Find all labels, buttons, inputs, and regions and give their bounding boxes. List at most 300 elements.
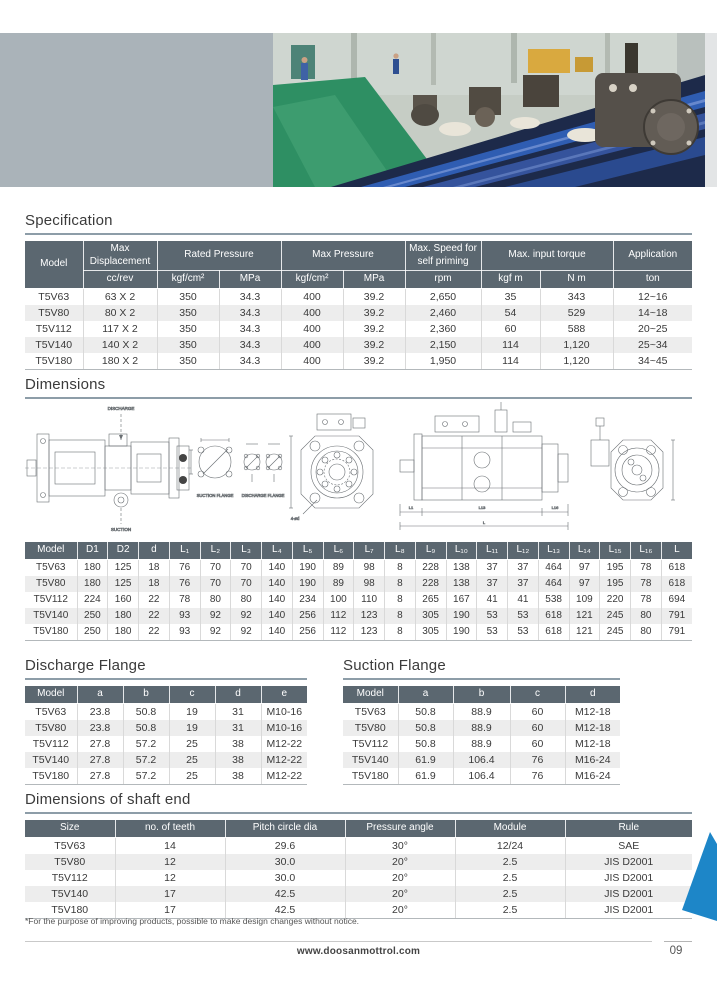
- label-discharge-flange: DISCHARGE FLANGE: [241, 493, 285, 498]
- table-cell: 190: [446, 608, 477, 624]
- table-cell: SAE: [565, 837, 692, 854]
- table-row: [25, 592, 692, 608]
- label-suction: SUCTION: [110, 527, 132, 532]
- table-row: [25, 321, 692, 337]
- table-cell: 60: [510, 720, 565, 736]
- technical-drawings: [25, 400, 692, 538]
- table-cell: 694: [661, 592, 692, 608]
- table-cell: 245: [600, 624, 631, 641]
- table-cell: T5V63: [354, 705, 386, 718]
- footer-rule: [25, 941, 652, 942]
- page-number-rule: [664, 941, 692, 942]
- table-cell: 39.2: [343, 288, 405, 305]
- table-row: [343, 768, 620, 785]
- column-header: Rated Pressure: [157, 241, 281, 271]
- table-cell: 2.5: [455, 902, 565, 919]
- table-cell: 63 X 2: [83, 288, 157, 305]
- column-header: kgf/cm²: [157, 271, 219, 289]
- table-cell: 34.3: [219, 305, 281, 321]
- column-header: Max Displacement: [83, 241, 157, 271]
- table-cell: 121: [569, 608, 600, 624]
- table-row: [25, 576, 692, 592]
- header-row: [25, 542, 692, 560]
- header-row: [25, 686, 307, 704]
- section-rule: [25, 812, 692, 814]
- factory-photo: [273, 33, 705, 187]
- table-cell: 190: [292, 576, 323, 592]
- table-cell: JIS D2001: [565, 870, 692, 886]
- column-header: L₁₆: [631, 542, 662, 560]
- table-cell: 138: [446, 559, 477, 576]
- table-cell: 123: [354, 608, 385, 624]
- table-cell: 256: [292, 624, 323, 641]
- table-cell: 57.2: [123, 768, 169, 785]
- table-cell: M16-24: [565, 752, 620, 768]
- table-cell: 22: [139, 592, 170, 608]
- table-cell: 1,120: [540, 337, 613, 353]
- table-cell: 60: [481, 321, 540, 337]
- column-header: a: [398, 686, 453, 704]
- table-cell: 618: [661, 559, 692, 576]
- suction-flange-section: [343, 657, 620, 785]
- table-cell: 19: [169, 720, 215, 736]
- table-cell: 305: [415, 624, 446, 641]
- column-header: D1: [77, 542, 108, 560]
- column-header: L₂: [200, 542, 231, 560]
- table-cell: T5V140: [25, 608, 77, 624]
- table-cell: T5V112: [35, 322, 72, 335]
- table-cell: T5V63: [38, 290, 70, 303]
- table-cell: 167: [446, 592, 477, 608]
- table-cell: 22: [139, 624, 170, 641]
- table-cell: T5V80: [25, 576, 77, 592]
- table-cell: 53: [508, 624, 539, 641]
- table-row: [25, 353, 692, 370]
- table-cell: M12-22: [261, 768, 307, 785]
- table-row: [25, 870, 692, 886]
- table-cell: 39.2: [343, 321, 405, 337]
- table-cell: 92: [200, 608, 231, 624]
- column-header: Model: [25, 241, 83, 289]
- table-cell: 57.2: [123, 736, 169, 752]
- table-cell: 34.3: [219, 353, 281, 370]
- table-row: [25, 736, 307, 752]
- table-cell: T5V140: [25, 337, 83, 353]
- column-header: Pitch circle dia: [225, 820, 345, 838]
- table-cell: 190: [446, 624, 477, 641]
- table-cell: 60: [510, 703, 565, 720]
- table-cell: 195: [600, 576, 631, 592]
- table-cell: M12-22: [261, 736, 307, 752]
- table-cell: 50.8: [123, 720, 169, 736]
- dimensions-table-wrap: [25, 541, 692, 641]
- table-cell: 140: [262, 576, 293, 592]
- column-header: L₁: [169, 542, 200, 560]
- table-cell: 34.3: [219, 288, 281, 305]
- table-cell: 228: [415, 559, 446, 576]
- column-header: Application: [613, 241, 692, 271]
- table-cell: 27.8: [77, 752, 123, 768]
- header-row: [25, 271, 692, 289]
- table-cell: 37: [508, 576, 539, 592]
- table-cell: M12-18: [565, 736, 620, 752]
- table-cell: 92: [231, 624, 262, 641]
- table-row: [25, 559, 692, 576]
- table-cell: 234: [292, 592, 323, 608]
- table-cell: 14~18: [613, 305, 692, 321]
- table-cell: 76: [169, 576, 200, 592]
- table-cell: 250: [77, 624, 108, 641]
- table-cell: 31: [215, 720, 261, 736]
- top-banner: [0, 33, 717, 187]
- section-rule: [343, 678, 620, 680]
- column-header: b: [453, 686, 510, 704]
- table-cell: 70: [231, 559, 262, 576]
- section-title-specification: Specification: [25, 212, 113, 229]
- table-cell: T5V112: [33, 594, 68, 605]
- table-cell: 93: [169, 608, 200, 624]
- table-cell: 350: [157, 321, 219, 337]
- table-cell: M12-18: [565, 720, 620, 736]
- table-cell: 53: [477, 608, 508, 624]
- dimensions-section: [25, 376, 692, 399]
- table-cell: T5V180: [25, 624, 77, 641]
- table-cell: M12-22: [261, 752, 307, 768]
- table-cell: T5V63: [36, 562, 66, 573]
- table-row: [25, 720, 307, 736]
- table-cell: 529: [540, 305, 613, 321]
- table-row: [25, 305, 692, 321]
- table-cell: 464: [538, 576, 569, 592]
- table-cell: 180: [77, 559, 108, 576]
- table-cell: T5V140: [25, 886, 115, 902]
- table-cell: 350: [157, 353, 219, 370]
- table-cell: 12: [115, 870, 225, 886]
- table-cell: 18: [139, 576, 170, 592]
- column-header: a: [77, 686, 123, 704]
- dimensions-table: [25, 541, 692, 641]
- table-cell: 80: [200, 592, 231, 608]
- blue-corner-wedge: [677, 830, 717, 925]
- table-cell: 343: [540, 288, 613, 305]
- table-cell: 78: [631, 559, 662, 576]
- table-cell: 88.9: [453, 720, 510, 736]
- label-discharge: DISCHARGE: [107, 406, 135, 411]
- table-cell: 180: [77, 576, 108, 592]
- table-cell: T5V180: [25, 902, 115, 919]
- column-header: L₁₂: [508, 542, 539, 560]
- column-header: cc/rev: [83, 271, 157, 289]
- banner-gray-block: [0, 33, 273, 187]
- table-cell: 76: [169, 559, 200, 576]
- section-rule: [25, 678, 307, 680]
- column-header: L₉: [415, 542, 446, 560]
- table-cell: 265: [415, 592, 446, 608]
- table-cell: 29.6: [225, 837, 345, 854]
- table-cell: 140: [262, 592, 293, 608]
- table-cell: T5V63: [54, 839, 86, 852]
- table-cell: 791: [661, 624, 692, 641]
- table-cell: T5V140: [25, 752, 77, 768]
- shaft-end-section: [25, 791, 692, 919]
- column-header: L₃: [231, 542, 262, 560]
- table-cell: 20~25: [613, 321, 692, 337]
- table-cell: 2,150: [405, 337, 481, 353]
- table-cell: M10-16: [261, 720, 307, 736]
- specification-section: [25, 212, 692, 370]
- table-row: [25, 886, 692, 902]
- table-cell: 2.5: [455, 870, 565, 886]
- table-cell: 98: [354, 559, 385, 576]
- table-cell: T5V112: [32, 737, 69, 750]
- column-header: L: [661, 542, 692, 560]
- table-cell: 121: [569, 624, 600, 641]
- table-cell: 39.2: [343, 353, 405, 370]
- table-cell: 30.0: [225, 854, 345, 870]
- table-cell: 20°: [345, 886, 455, 902]
- table-cell: 25: [169, 768, 215, 785]
- table-cell: 17: [115, 902, 225, 919]
- table-cell: 112: [323, 608, 354, 624]
- table-cell: 92: [200, 624, 231, 641]
- table-cell: 123: [354, 624, 385, 641]
- table-cell: 78: [631, 576, 662, 592]
- column-header: kgf/cm²: [281, 271, 343, 289]
- table-cell: JIS D2001: [565, 886, 692, 902]
- table-cell: 17: [115, 886, 225, 902]
- table-cell: 464: [538, 559, 569, 576]
- table-row: [343, 703, 620, 720]
- table-cell: 112: [323, 624, 354, 641]
- table-cell: 61.9: [398, 752, 453, 768]
- table-cell: 76: [510, 768, 565, 785]
- section-title-shaft-end: Dimensions of shaft end: [25, 791, 191, 808]
- column-header: L₆: [323, 542, 354, 560]
- column-header: ton: [613, 271, 692, 289]
- table-cell: 23.8: [77, 720, 123, 736]
- section-rule: [25, 397, 692, 399]
- table-cell: 78: [631, 592, 662, 608]
- table-cell: 23.8: [77, 703, 123, 720]
- table-cell: 8: [385, 608, 416, 624]
- table-cell: T5V80: [343, 720, 398, 736]
- table-row: [25, 608, 692, 624]
- column-header: c: [510, 686, 565, 704]
- table-cell: T5V140: [343, 752, 398, 768]
- discharge-flange-section: [25, 657, 307, 785]
- table-cell: 12/24: [455, 837, 565, 854]
- table-cell: 42.5: [225, 886, 345, 902]
- section-title-suction-flange: Suction Flange: [343, 657, 446, 674]
- table-cell: 1,950: [405, 353, 481, 370]
- header-row: [25, 820, 692, 838]
- column-header: MPa: [343, 271, 405, 289]
- table-cell: 195: [600, 559, 631, 576]
- suction-flange-table: [343, 685, 620, 785]
- column-header: L₁₄: [569, 542, 600, 560]
- table-cell: T5V180: [25, 768, 77, 785]
- table-cell: 117 X 2: [83, 321, 157, 337]
- table-cell: 140: [262, 624, 293, 641]
- table-cell: 400: [281, 321, 343, 337]
- table-row: [343, 720, 620, 736]
- table-row: [25, 703, 307, 720]
- table-cell: 114: [481, 337, 540, 353]
- column-header: e: [261, 686, 307, 704]
- header-row: [25, 241, 692, 271]
- table-row: [25, 288, 692, 305]
- table-cell: 41: [477, 592, 508, 608]
- table-cell: 70: [231, 576, 262, 592]
- table-cell: 50.8: [398, 736, 453, 752]
- table-cell: JIS D2001: [565, 902, 692, 919]
- column-header: MPa: [219, 271, 281, 289]
- table-row: [25, 854, 692, 870]
- table-cell: 350: [157, 337, 219, 353]
- table-cell: T5V180: [25, 353, 83, 370]
- table-cell: 138: [446, 576, 477, 592]
- table-cell: 54: [481, 305, 540, 321]
- label-bolt-note: 4-ød: [290, 516, 300, 521]
- table-cell: 8: [385, 576, 416, 592]
- table-cell: 400: [281, 337, 343, 353]
- label-suction-flange: SUCTION FLANGE: [196, 493, 234, 498]
- column-header: L₁₁: [477, 542, 508, 560]
- table-cell: 98: [354, 576, 385, 592]
- table-cell: 97: [569, 559, 600, 576]
- table-cell: 2,650: [405, 288, 481, 305]
- column-header: L₁₃: [538, 542, 569, 560]
- table-cell: 30°: [345, 837, 455, 854]
- table-cell: 1,120: [540, 353, 613, 370]
- table-cell: 224: [77, 592, 108, 608]
- table-cell: 70: [200, 559, 231, 576]
- table-cell: 12: [115, 854, 225, 870]
- table-cell: 109: [569, 592, 600, 608]
- table-cell: 2,460: [405, 305, 481, 321]
- column-header: D2: [108, 542, 139, 560]
- table-cell: 228: [415, 576, 446, 592]
- column-header: d: [139, 542, 170, 560]
- column-header: L₅: [292, 542, 323, 560]
- table-cell: T5V80: [25, 854, 115, 870]
- table-cell: 41: [508, 592, 539, 608]
- table-cell: 88.9: [453, 736, 510, 752]
- column-header: kgf m: [481, 271, 540, 289]
- table-cell: 618: [538, 624, 569, 641]
- column-header: d: [565, 686, 620, 704]
- table-cell: T5V180: [343, 768, 398, 785]
- website-url: www.doosanmottrol.com: [296, 946, 421, 957]
- table-cell: M10-16: [261, 703, 307, 720]
- table-cell: 180: [108, 608, 139, 624]
- table-row: [343, 752, 620, 768]
- table-cell: 588: [540, 321, 613, 337]
- column-header: Max Pressure: [281, 241, 405, 271]
- table-cell: 53: [477, 624, 508, 641]
- column-header: Model: [25, 686, 77, 704]
- table-cell: 2,360: [405, 321, 481, 337]
- shaft-end-table: [25, 819, 692, 919]
- table-cell: 37: [477, 576, 508, 592]
- table-cell: 34.3: [219, 321, 281, 337]
- column-header: rpm: [405, 271, 481, 289]
- table-cell: 31: [215, 703, 261, 720]
- section-title-discharge-flange: Discharge Flange: [25, 657, 146, 674]
- table-cell: 50.8: [398, 720, 453, 736]
- table-cell: 125: [108, 576, 139, 592]
- table-cell: 19: [169, 703, 215, 720]
- table-cell: 92: [231, 608, 262, 624]
- footnote: *For the purpose of improving products, possible to make design changes without notice.: [25, 916, 360, 926]
- table-cell: 70: [200, 576, 231, 592]
- table-cell: 80 X 2: [83, 305, 157, 321]
- header-row: [343, 686, 620, 704]
- table-cell: 256: [292, 608, 323, 624]
- banner-edge-strip: [705, 33, 717, 187]
- specification-table: [25, 240, 692, 370]
- table-cell: 140: [262, 559, 293, 576]
- table-cell: 60: [510, 736, 565, 752]
- column-header: d: [215, 686, 261, 704]
- table-cell: 38: [215, 768, 261, 785]
- page-number: 09: [669, 945, 683, 957]
- column-header: L₇: [354, 542, 385, 560]
- discharge-flange-table: [25, 685, 307, 785]
- table-cell: T5V112: [51, 871, 88, 884]
- table-cell: 34~45: [613, 353, 692, 370]
- table-cell: 791: [661, 608, 692, 624]
- table-cell: 38: [215, 752, 261, 768]
- table-cell: 12~16: [613, 288, 692, 305]
- table-cell: 76: [510, 752, 565, 768]
- table-cell: 78: [169, 592, 200, 608]
- table-cell: 25~34: [613, 337, 692, 353]
- table-cell: 106.4: [453, 768, 510, 785]
- table-cell: 20°: [345, 902, 455, 919]
- table-cell: 400: [281, 353, 343, 370]
- table-cell: 22: [139, 608, 170, 624]
- column-header: Model: [343, 686, 398, 704]
- table-cell: 100: [323, 592, 354, 608]
- table-cell: 50.8: [398, 703, 453, 720]
- table-cell: 27.8: [77, 736, 123, 752]
- table-cell: 110: [354, 592, 385, 608]
- column-header: c: [169, 686, 215, 704]
- table-cell: 245: [600, 608, 631, 624]
- table-cell: 38: [215, 736, 261, 752]
- table-cell: 160: [108, 592, 139, 608]
- column-header: Max. input torque: [481, 241, 613, 271]
- column-header: b: [123, 686, 169, 704]
- table-cell: 305: [415, 608, 446, 624]
- table-cell: 350: [157, 305, 219, 321]
- table-cell: T5V80: [25, 305, 83, 321]
- column-header: Model: [25, 542, 77, 560]
- table-cell: 80: [631, 624, 662, 641]
- table-cell: 8: [385, 559, 416, 576]
- column-header: Module: [455, 820, 565, 838]
- table-cell: 20°: [345, 870, 455, 886]
- column-header: L₄: [262, 542, 293, 560]
- table-cell: 25: [169, 736, 215, 752]
- table-cell: 39.2: [343, 337, 405, 353]
- table-cell: 53: [508, 608, 539, 624]
- table-cell: 37: [477, 559, 508, 576]
- table-cell: 30.0: [225, 870, 345, 886]
- table-cell: 80: [631, 608, 662, 624]
- dim-label-l1: L1: [408, 505, 414, 510]
